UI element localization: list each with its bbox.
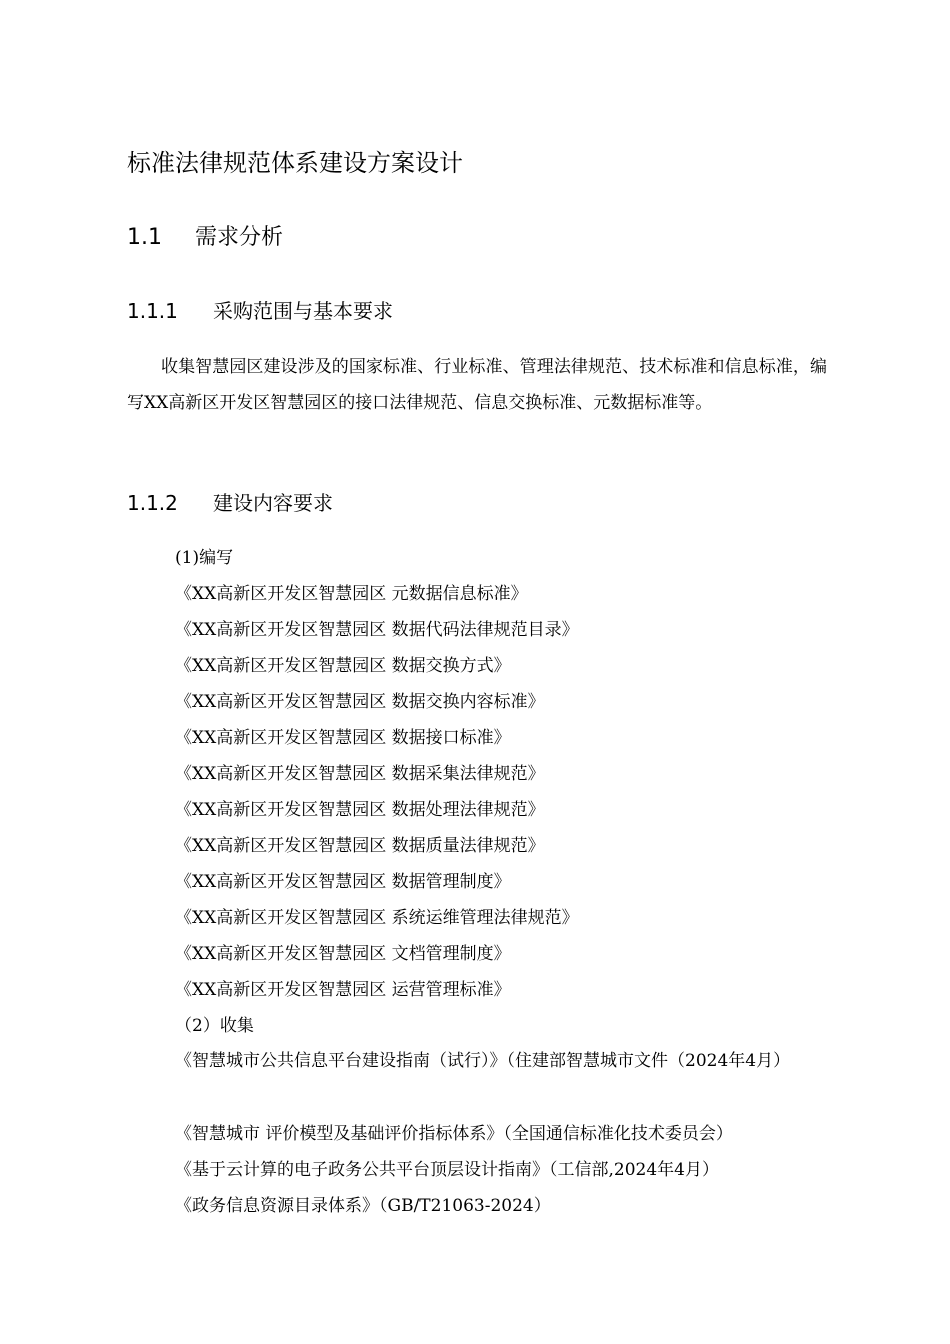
subsection-title-1: 采购范围与基本要求 <box>213 299 393 323</box>
write-item: 《XX高新区开发区智慧园区 数据管理制度》 <box>175 872 511 892</box>
write-item: 《XX高新区开发区智慧园区 数据代码法律规范目录》 <box>175 620 579 640</box>
collect-item: 《智慧城市 评价模型及基础评价指标体系》（全国通信标准化技术委员会） <box>175 1124 733 1144</box>
write-item: 《XX高新区开发区智慧园区 数据采集法律规范》 <box>175 764 545 784</box>
section-title: 需求分析 <box>195 225 284 250</box>
section-number: 1.1 <box>127 225 162 250</box>
write-heading: (1)编写 <box>175 548 234 568</box>
collect-item: 《政务信息资源目录体系》（GB/T21063-2024） <box>175 1196 551 1216</box>
subsection-heading-1 <box>127 295 393 324</box>
subsection-heading-2 <box>127 487 333 516</box>
subsection-title-2: 建设内容要求 <box>213 491 333 515</box>
subsection-number-1: 1.1.1 <box>127 299 178 323</box>
write-item: 《XX高新区开发区智慧园区 数据处理法律规范》 <box>175 800 545 820</box>
write-item: 《XX高新区开发区智慧园区 数据交换内容标准》 <box>175 692 545 712</box>
write-item: 《XX高新区开发区智慧园区 运营管理标准》 <box>175 980 511 1000</box>
write-item: 《XX高新区开发区智慧园区 数据质量法律规范》 <box>175 836 545 856</box>
write-item: 《XX高新区开发区智慧园区 系统运维管理法律规范》 <box>175 908 579 928</box>
write-item: 《XX高新区开发区智慧园区 数据交换方式》 <box>175 656 511 676</box>
collect-item: 《智慧城市公共信息平台建设指南（试行）》（住建部智慧城市文件（2024年4月） <box>175 1051 791 1071</box>
collect-heading: （2）收集 <box>175 1016 254 1036</box>
write-item: 《XX高新区开发区智慧园区 数据接口标准》 <box>175 728 511 748</box>
subsection-number-2: 1.1.2 <box>127 491 178 515</box>
collect-item: 《基于云计算的电子政务公共平台顶层设计指南》（工信部,2024年4月） <box>175 1160 719 1180</box>
write-item: 《XX高新区开发区智慧园区 文档管理制度》 <box>175 944 511 964</box>
scope-paragraph: 收集智慧园区建设涉及的国家标准、行业标准、管理法律规范、技术标准和信息标准，编写XX高新区开发区智慧园区的接口法律规范、信息交换标准、元数据标准等。 <box>127 357 827 413</box>
section-heading <box>127 220 283 251</box>
document-title: 标准法律规范体系建设方案设计 <box>127 149 463 177</box>
write-item: 《XX高新区开发区智慧园区 元数据信息标准》 <box>175 584 528 604</box>
